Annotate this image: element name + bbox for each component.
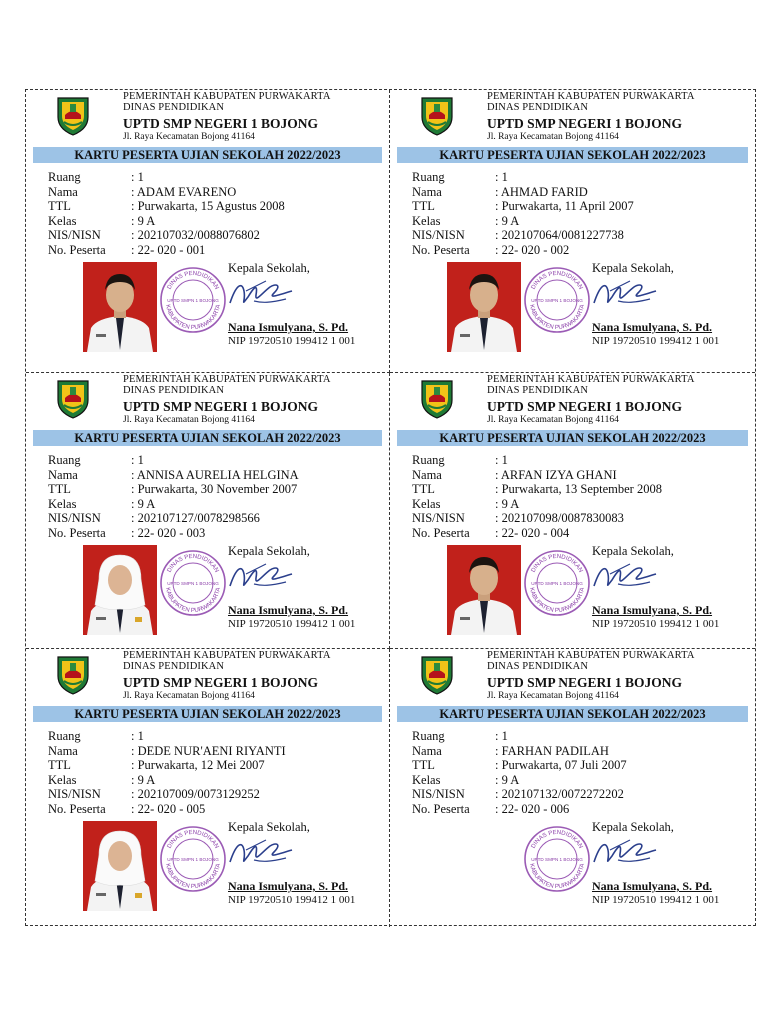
field-nama	[412, 185, 634, 200]
school-address: Jl. Raya Kecamatan Bojong 41164	[487, 415, 619, 425]
school-address: Jl. Raya Kecamatan Bojong 41164	[123, 132, 255, 142]
field-label: TTL	[412, 199, 435, 214]
regency-emblem-icon	[55, 378, 91, 420]
field-value: : Purwakarta, 07 Juli 2007	[495, 758, 627, 773]
participant-fields	[48, 453, 299, 541]
principal-title: Kepala Sekolah,	[592, 544, 674, 558]
field-label: No. Peserta	[412, 242, 470, 257]
svg-text:DINAS PENDIDIKAN: DINAS PENDIDIKAN	[166, 270, 220, 291]
svg-text:UPTD SMPN 1 BOJONG: UPTD SMPN 1 BOJONG	[167, 298, 219, 303]
card-title: KARTU PESERTA UJIAN SEKOLAH 2022/2023	[397, 706, 748, 722]
student-photo	[83, 821, 157, 911]
field-peserta	[412, 802, 627, 817]
school-name: UPTD SMP NEGERI 1 BOJONG	[487, 675, 683, 690]
svg-text:KABUPATEN PURWAKARTA: KABUPATEN PURWAKARTA	[164, 587, 222, 615]
field-peserta	[412, 526, 662, 541]
participant-fields	[412, 170, 634, 258]
svg-text:KABUPATEN PURWAKARTA: KABUPATEN PURWAKARTA	[528, 863, 586, 891]
student-photo	[83, 545, 157, 635]
department-line: DINAS PENDIDIKAN	[123, 661, 225, 672]
principal-title: Kepala Sekolah,	[228, 261, 310, 275]
field-ttl	[412, 758, 627, 773]
field-label: NIS/NISN	[48, 787, 101, 802]
card-header	[487, 649, 695, 702]
field-value: : 22- 020 - 005	[131, 801, 206, 816]
svg-text:DINAS PENDIDIKAN: DINAS PENDIDIKAN	[166, 829, 220, 850]
field-ruang	[48, 729, 286, 744]
field-value: : 1	[495, 170, 508, 184]
field-nis	[48, 511, 299, 526]
field-value: : 9 A	[131, 213, 156, 228]
card-header	[123, 649, 331, 702]
school-stamp-icon	[158, 548, 228, 618]
exam-card-1	[26, 90, 390, 373]
principal-name: Nana Ismulyana, S. Pd.	[228, 603, 349, 617]
participant-fields	[412, 453, 662, 541]
svg-text:KABUPATEN PURWAKARTA: KABUPATEN PURWAKARTA	[164, 863, 222, 891]
field-ttl	[48, 482, 299, 497]
field-value: : Purwakarta, 15 Agustus 2008	[131, 199, 285, 214]
principal-name: Nana Ismulyana, S. Pd.	[592, 879, 713, 893]
field-label: Ruang	[48, 170, 81, 184]
principal-nip: NIP 19720510 199412 1 001	[228, 894, 356, 906]
field-ttl	[48, 199, 285, 214]
field-value: : 1	[495, 729, 508, 743]
field-nama	[412, 468, 662, 483]
field-label: Nama	[48, 743, 78, 758]
field-label: No. Peserta	[412, 801, 470, 816]
field-nis	[412, 228, 634, 243]
field-nis	[412, 511, 662, 526]
field-label: Ruang	[412, 453, 445, 467]
exam-card-5	[26, 649, 390, 927]
field-label: Ruang	[412, 170, 445, 184]
field-value: : 1	[495, 453, 508, 467]
student-photo	[83, 262, 157, 352]
field-kelas	[48, 497, 299, 512]
field-value: : Purwakarta, 11 April 2007	[495, 199, 634, 214]
regency-emblem-icon	[55, 95, 91, 137]
field-value: : 202107064/0081227738	[495, 228, 624, 243]
svg-text:DINAS PENDIDIKAN: DINAS PENDIDIKAN	[530, 829, 584, 850]
principal-nip: NIP 19720510 199412 1 001	[592, 618, 720, 630]
svg-text:UPTD SMPN 1 BOJONG: UPTD SMPN 1 BOJONG	[167, 857, 219, 862]
svg-text:KABUPATEN PURWAKARTA: KABUPATEN PURWAKARTA	[528, 587, 586, 615]
card-title: KARTU PESERTA UJIAN SEKOLAH 2022/2023	[33, 147, 382, 163]
government-line: PEMERINTAH KABUPATEN PURWAKARTA	[487, 650, 695, 661]
field-label: No. Peserta	[412, 525, 470, 540]
field-value: : AHMAD FARID	[495, 184, 588, 199]
participant-fields	[412, 729, 627, 817]
exam-card-2	[390, 90, 755, 373]
field-nis	[412, 787, 627, 802]
signature-icon	[590, 556, 660, 596]
field-label: NIS/NISN	[48, 228, 101, 243]
svg-text:UPTD SMPN 1 BOJONG: UPTD SMPN 1 BOJONG	[531, 298, 583, 303]
field-value: : 9 A	[495, 213, 520, 228]
svg-text:KABUPATEN PURWAKARTA: KABUPATEN PURWAKARTA	[528, 304, 586, 332]
field-label: Kelas	[412, 772, 441, 787]
department-line: DINAS PENDIDIKAN	[487, 385, 589, 396]
card-title: KARTU PESERTA UJIAN SEKOLAH 2022/2023	[397, 430, 748, 446]
school-name: UPTD SMP NEGERI 1 BOJONG	[123, 675, 319, 690]
field-label: TTL	[48, 482, 71, 497]
regency-emblem-icon	[55, 654, 91, 696]
field-value: : 22- 020 - 002	[495, 242, 570, 257]
field-value: : 202107127/0078298566	[131, 511, 260, 526]
field-nama	[412, 744, 627, 759]
field-label: NIS/NISN	[412, 787, 465, 802]
principal-nip: NIP 19720510 199412 1 001	[228, 618, 356, 630]
principal-nip: NIP 19720510 199412 1 001	[592, 894, 720, 906]
field-value: : 22- 020 - 003	[131, 525, 206, 540]
principal-title: Kepala Sekolah,	[228, 544, 310, 558]
field-peserta	[48, 526, 299, 541]
student-photo	[447, 262, 521, 352]
field-value: : 9 A	[131, 772, 156, 787]
school-stamp-icon	[158, 824, 228, 894]
field-label: Kelas	[48, 772, 77, 787]
field-label: No. Peserta	[48, 242, 106, 257]
field-nama	[48, 468, 299, 483]
field-ruang	[48, 170, 285, 185]
department-line: DINAS PENDIDIKAN	[123, 385, 225, 396]
regency-emblem-icon	[419, 95, 455, 137]
school-name: UPTD SMP NEGERI 1 BOJONG	[123, 399, 319, 414]
field-value: : 1	[131, 729, 144, 743]
field-label: Nama	[412, 184, 442, 199]
field-label: Nama	[412, 743, 442, 758]
field-kelas	[412, 773, 627, 788]
government-line: PEMERINTAH KABUPATEN PURWAKARTA	[123, 650, 331, 661]
field-label: NIS/NISN	[48, 511, 101, 526]
department-line: DINAS PENDIDIKAN	[487, 661, 589, 672]
department-line: DINAS PENDIDIKAN	[487, 102, 589, 113]
field-label: Kelas	[48, 496, 77, 511]
field-value: : Purwakarta, 13 September 2008	[495, 482, 662, 497]
school-address: Jl. Raya Kecamatan Bojong 41164	[123, 691, 255, 701]
signature-icon	[590, 832, 660, 872]
field-value: : 202107009/0073129252	[131, 787, 260, 802]
school-address: Jl. Raya Kecamatan Bojong 41164	[487, 691, 619, 701]
exam-card-4	[390, 373, 755, 649]
government-line: PEMERINTAH KABUPATEN PURWAKARTA	[123, 374, 331, 385]
government-line: PEMERINTAH KABUPATEN PURWAKARTA	[487, 91, 695, 102]
field-label: Nama	[48, 184, 78, 199]
field-value: : 202107098/0087830083	[495, 511, 624, 526]
field-value: : FARHAN PADILAH	[495, 743, 609, 758]
regency-emblem-icon	[419, 654, 455, 696]
field-value: : DEDE NUR'AENI RIYANTI	[131, 743, 286, 758]
field-value: : 22- 020 - 001	[131, 242, 206, 257]
signature-icon	[226, 832, 296, 872]
principal-title: Kepala Sekolah,	[228, 820, 310, 834]
school-name: UPTD SMP NEGERI 1 BOJONG	[487, 116, 683, 131]
field-kelas	[412, 497, 662, 512]
svg-text:UPTD SMPN 1 BOJONG: UPTD SMPN 1 BOJONG	[531, 581, 583, 586]
exam-card-3	[26, 373, 390, 649]
svg-text:KABUPATEN PURWAKARTA: KABUPATEN PURWAKARTA	[164, 304, 222, 332]
student-photo	[447, 545, 521, 635]
card-header	[487, 90, 695, 143]
field-ruang	[412, 453, 662, 468]
participant-fields	[48, 170, 285, 258]
principal-name: Nana Ismulyana, S. Pd.	[592, 320, 713, 334]
field-label: TTL	[48, 758, 71, 773]
card-title: KARTU PESERTA UJIAN SEKOLAH 2022/2023	[33, 430, 382, 446]
field-ruang	[412, 729, 627, 744]
field-peserta	[412, 243, 634, 258]
field-nis	[48, 228, 285, 243]
field-value: : 202107032/0088076802	[131, 228, 260, 243]
field-value: : 9 A	[495, 772, 520, 787]
principal-nip: NIP 19720510 199412 1 001	[228, 335, 356, 347]
department-line: DINAS PENDIDIKAN	[123, 102, 225, 113]
field-value: : 9 A	[495, 496, 520, 511]
school-stamp-icon	[522, 824, 592, 894]
svg-text:DINAS PENDIDIKAN: DINAS PENDIDIKAN	[166, 553, 220, 574]
field-ruang	[412, 170, 634, 185]
field-ttl	[412, 482, 662, 497]
field-ttl	[412, 199, 634, 214]
field-label: No. Peserta	[48, 525, 106, 540]
card-title: KARTU PESERTA UJIAN SEKOLAH 2022/2023	[33, 706, 382, 722]
principal-title: Kepala Sekolah,	[592, 820, 674, 834]
field-label: Nama	[48, 467, 78, 482]
school-stamp-icon	[158, 265, 228, 335]
field-label: Kelas	[412, 496, 441, 511]
svg-text:DINAS PENDIDIKAN: DINAS PENDIDIKAN	[530, 270, 584, 291]
field-kelas	[48, 773, 286, 788]
field-nama	[48, 185, 285, 200]
field-nis	[48, 787, 286, 802]
card-header	[487, 373, 695, 426]
field-value: : 22- 020 - 006	[495, 801, 570, 816]
field-value: : 9 A	[131, 496, 156, 511]
field-label: Ruang	[412, 729, 445, 743]
field-kelas	[48, 214, 285, 229]
field-nama	[48, 744, 286, 759]
field-label: Ruang	[48, 729, 81, 743]
participant-fields	[48, 729, 286, 817]
school-address: Jl. Raya Kecamatan Bojong 41164	[123, 415, 255, 425]
field-label: TTL	[412, 758, 435, 773]
field-value: : 202107132/0072272202	[495, 787, 624, 802]
field-value: : ARFAN IZYA GHANI	[495, 467, 617, 482]
field-value: : 22- 020 - 004	[495, 525, 570, 540]
field-value: : 1	[131, 453, 144, 467]
field-value: : 1	[131, 170, 144, 184]
government-line: PEMERINTAH KABUPATEN PURWAKARTA	[487, 374, 695, 385]
field-peserta	[48, 243, 285, 258]
field-label: No. Peserta	[48, 801, 106, 816]
government-line: PEMERINTAH KABUPATEN PURWAKARTA	[123, 91, 331, 102]
principal-title: Kepala Sekolah,	[592, 261, 674, 275]
field-kelas	[412, 214, 634, 229]
school-name: UPTD SMP NEGERI 1 BOJONG	[123, 116, 319, 131]
exam-card-6	[390, 649, 755, 927]
signature-icon	[590, 273, 660, 313]
field-label: Nama	[412, 467, 442, 482]
field-label: NIS/NISN	[412, 511, 465, 526]
signature-icon	[226, 273, 296, 313]
school-address: Jl. Raya Kecamatan Bojong 41164	[487, 132, 619, 142]
signature-icon	[226, 556, 296, 596]
svg-text:DINAS PENDIDIKAN: DINAS PENDIDIKAN	[530, 553, 584, 574]
school-name: UPTD SMP NEGERI 1 BOJONG	[487, 399, 683, 414]
principal-nip: NIP 19720510 199412 1 001	[592, 335, 720, 347]
field-peserta	[48, 802, 286, 817]
card-header	[123, 373, 331, 426]
field-value: : ANNISA AURELIA HELGINA	[131, 467, 299, 482]
card-header	[123, 90, 331, 143]
principal-name: Nana Ismulyana, S. Pd.	[592, 603, 713, 617]
field-value: : Purwakarta, 12 Mei 2007	[131, 758, 265, 773]
school-stamp-icon	[522, 265, 592, 335]
field-label: TTL	[412, 482, 435, 497]
field-label: Ruang	[48, 453, 81, 467]
regency-emblem-icon	[419, 378, 455, 420]
field-label: NIS/NISN	[412, 228, 465, 243]
svg-text:UPTD SMPN 1 BOJONG: UPTD SMPN 1 BOJONG	[167, 581, 219, 586]
card-title: KARTU PESERTA UJIAN SEKOLAH 2022/2023	[397, 147, 748, 163]
school-stamp-icon	[522, 548, 592, 618]
field-ttl	[48, 758, 286, 773]
field-value: : Purwakarta, 30 November 2007	[131, 482, 298, 497]
field-label: TTL	[48, 199, 71, 214]
field-label: Kelas	[412, 213, 441, 228]
field-ruang	[48, 453, 299, 468]
field-value: : ADAM EVARENO	[131, 184, 237, 199]
field-label: Kelas	[48, 213, 77, 228]
principal-name: Nana Ismulyana, S. Pd.	[228, 879, 349, 893]
principal-name: Nana Ismulyana, S. Pd.	[228, 320, 349, 334]
card-sheet	[25, 89, 756, 926]
svg-text:UPTD SMPN 1 BOJONG: UPTD SMPN 1 BOJONG	[531, 857, 583, 862]
